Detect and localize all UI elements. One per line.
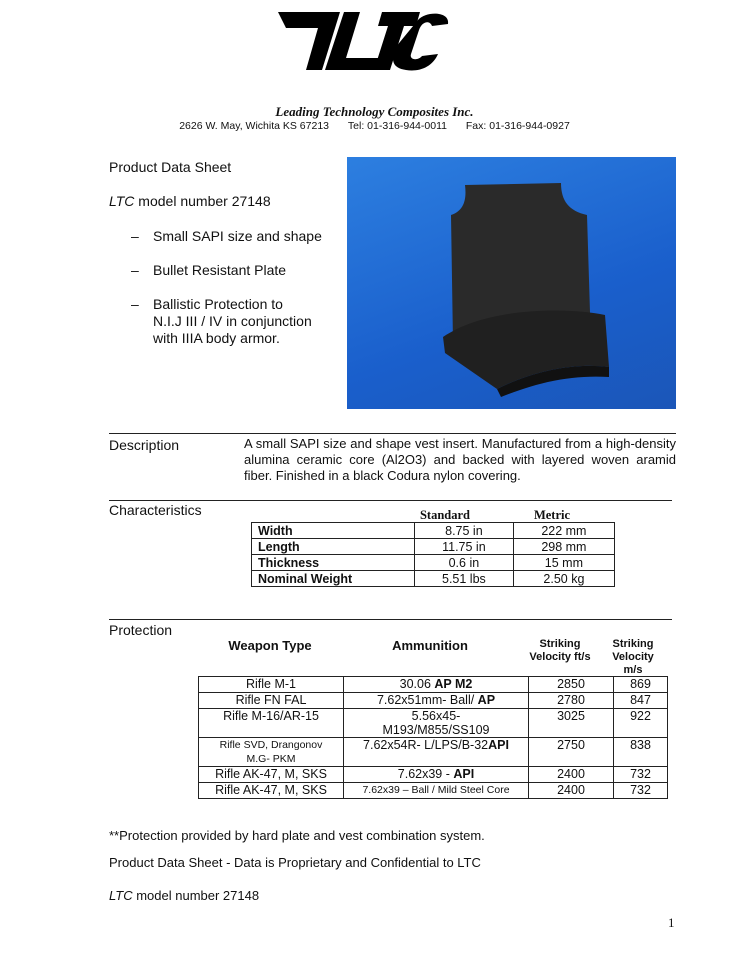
velocity-ms-cell: 922: [614, 709, 668, 738]
footer-model-number: [109, 888, 259, 903]
table-row: [199, 693, 668, 709]
char-metric: 2.50 kg: [513, 571, 614, 587]
standard-header: Standard: [419, 508, 471, 522]
velocity-ms-cell: 869: [614, 677, 668, 693]
char-metric: 15 mm: [513, 555, 614, 571]
velocity-ms-cell: 732: [614, 767, 668, 783]
weapon-type-header: Weapon Type: [228, 638, 312, 653]
ammo-cell: [344, 738, 529, 767]
ammo-text: 7.62x54R- L/LPS/B-32: [363, 738, 489, 752]
ammo-cell: 7.62x39 – Ball / Mild Steel Core: [344, 783, 529, 799]
velocity-ft-cell: 2850: [529, 677, 614, 693]
table-row: [199, 709, 668, 738]
velocity-ft-cell: 2400: [529, 783, 614, 799]
velocity-ft-cell: 2400: [529, 767, 614, 783]
weapon-cell: Rifle FN FAL: [199, 693, 344, 709]
ammo-text: 7.62x51mm- Ball/: [376, 693, 478, 707]
weapon-cell: Rifle M-16/AR-15: [199, 709, 344, 738]
table-row: [199, 783, 668, 799]
char-name: Width: [252, 523, 415, 539]
table-row: [252, 539, 615, 555]
characteristics-rule: [109, 500, 672, 501]
char-name: Nominal Weight: [252, 571, 415, 587]
street-address: 2626 W. May, Wichita KS 67213: [179, 120, 329, 132]
velocity-ft-header-line-2: Velocity ft/s: [529, 651, 591, 663]
confidential-notice: Product Data Sheet - Data is Proprietary and Confidential to LTC: [109, 855, 481, 870]
ammo-bold: AP M2: [434, 677, 473, 691]
weapon-cell: [199, 738, 344, 767]
armor-plates-image: [347, 157, 676, 409]
ammunition-header: Ammunition: [392, 638, 468, 653]
table-row: [199, 767, 668, 783]
company-address-line: [0, 120, 749, 132]
description-rule: [109, 433, 676, 434]
bullet-3-line-3: with IIIA body armor.: [153, 330, 280, 346]
bullet-2-text: Bullet Resistant Plate: [153, 262, 287, 278]
protection-note: **Protection provided by hard plate and vest combination system.: [109, 828, 485, 843]
weapon-line-2: M.G- PKM: [246, 753, 296, 765]
protection-table: [198, 676, 668, 799]
bullet-2: –: [131, 262, 139, 278]
bullet-3-line-2: N.I.J III / IV in conjunction: [153, 313, 312, 329]
velocity-ms-header-line-3: m/s: [623, 664, 643, 676]
char-standard: 11.75 in: [415, 539, 514, 555]
ammo-cell: [344, 709, 529, 738]
protection-rule: [109, 619, 672, 620]
velocity-ms-header-line-1: Striking: [612, 638, 654, 650]
description-text: A small SAPI size and shape vest insert. Manufactured from a high-density alumina ceramic core (Al2O3) and backed with layered woven aramid fiber. Finished in a black Codura nylon covering.: [244, 436, 676, 483]
char-metric: 222 mm: [513, 523, 614, 539]
ammo-cell: [344, 693, 529, 709]
char-name: Length: [252, 539, 415, 555]
product-data-sheet-title: Product Data Sheet: [109, 159, 232, 175]
ammo-bold: AP: [477, 693, 496, 707]
ammo-text: 30.06: [399, 677, 435, 691]
ltc-logo: [278, 8, 450, 74]
product-photo: [347, 157, 676, 409]
bullet-3-text: [153, 296, 312, 347]
characteristics-label: Characteristics: [109, 502, 202, 518]
ammo-line-1: 5.56x45-: [411, 709, 461, 723]
description-label: Description: [109, 437, 180, 453]
bullet-1: –: [131, 228, 139, 244]
model-prefix: LTC: [109, 193, 135, 209]
weapon-cell: Rifle AK-47, M, SKS: [199, 783, 344, 799]
page-number: 1: [668, 915, 675, 930]
char-name: Thickness: [252, 555, 415, 571]
company-name: Leading Technology Composites Inc.: [275, 104, 474, 119]
telephone: Tel: 01-316-944-0011: [347, 120, 447, 132]
char-metric: 298 mm: [513, 539, 614, 555]
ammo-cell: [344, 677, 529, 693]
ammo-bold: API: [453, 767, 475, 781]
footer-model-text: model number 27148: [132, 888, 260, 903]
ammo-bold: API: [488, 738, 509, 752]
char-standard: 0.6 in: [415, 555, 514, 571]
weapon-cell: Rifle AK-47, M, SKS: [199, 767, 344, 783]
velocity-ms-header-line-2: Velocity: [612, 651, 654, 663]
bullet-3: –: [131, 296, 139, 312]
table-row: [199, 677, 668, 693]
char-standard: 5.51 lbs: [415, 571, 514, 587]
table-row: [252, 571, 615, 587]
ammo-cell: [344, 767, 529, 783]
velocity-ms-cell: 847: [614, 693, 668, 709]
velocity-ms-cell: 732: [614, 783, 668, 799]
char-standard: 8.75 in: [415, 523, 514, 539]
characteristics-table: [251, 522, 615, 587]
weapon-line-1: Rifle SVD, Drangonov: [219, 739, 323, 751]
table-row: [252, 555, 615, 571]
velocity-ft-cell: 2780: [529, 693, 614, 709]
ammo-line-2: M193/M855/SS109: [382, 723, 490, 737]
model-number: [109, 193, 271, 209]
metric-header: Metric: [533, 508, 571, 522]
ammo-text: 7.62x39 -: [397, 767, 454, 781]
footer-model-prefix: LTC: [109, 888, 133, 903]
velocity-ms-header: [598, 638, 668, 677]
velocity-ft-header: [520, 638, 600, 664]
fax: Fax: 01-316-944-0927: [465, 120, 570, 132]
model-text: model number 27148: [134, 193, 271, 209]
weapon-cell: Rifle M-1: [199, 677, 344, 693]
protection-label: Protection: [109, 622, 173, 638]
bullet-1-text: Small SAPI size and shape: [153, 228, 322, 244]
table-row: [199, 738, 668, 767]
velocity-ft-header-line-1: Striking: [539, 638, 581, 650]
table-row: [252, 523, 615, 539]
bullet-3-line-1: Ballistic Protection to: [153, 296, 283, 312]
velocity-ms-cell: 838: [614, 738, 668, 767]
velocity-ft-cell: 3025: [529, 709, 614, 738]
velocity-ft-cell: 2750: [529, 738, 614, 767]
